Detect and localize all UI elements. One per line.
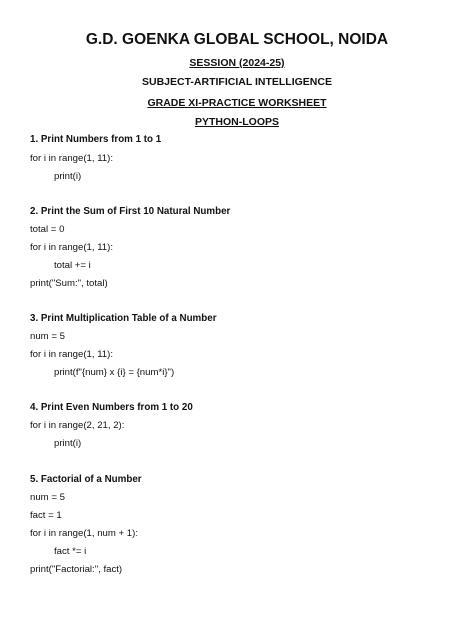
code-line: num = 5 (30, 492, 65, 503)
topic-title: PYTHON-LOOPS (194, 116, 279, 128)
section-heading: 3. Print Multiplication Table of a Number (30, 313, 217, 324)
code-line: for i in range(1, num + 1): (30, 528, 138, 539)
code-line: for i in range(1, 11): (30, 153, 114, 164)
section-heading: 4. Print Even Numbers from 1 to 20 (30, 402, 193, 413)
code-line: print(f"{num} x {i} = {num*i}") (54, 367, 175, 378)
code-line: total += i (54, 260, 91, 271)
section-heading: 2. Print the Sum of First 10 Natural Number (30, 206, 231, 217)
code-line: for i in range(2, 21, 2): (30, 420, 125, 431)
section-heading: 5. Factorial of a Number (30, 474, 142, 485)
code-line: for i in range(1, 11): (30, 242, 114, 253)
code-line: print("Factorial:", fact) (30, 564, 123, 575)
code-line: num = 5 (30, 331, 65, 342)
section-heading: 1. Print Numbers from 1 to 1 (30, 134, 162, 145)
code-line: for i in range(1, 11): (30, 349, 114, 360)
school-name: G.D. GOENKA GLOBAL SCHOOL, NOIDA (85, 31, 389, 48)
code-line: print(i) (54, 438, 82, 449)
session-title: SESSION (2024-25) (189, 57, 285, 69)
code-line: fact = 1 (30, 510, 62, 521)
code-line: total = 0 (30, 224, 65, 235)
code-line: print("Sum:", total) (30, 278, 108, 289)
grade-title: GRADE XI-PRACTICE WORKSHEET (147, 97, 327, 109)
code-line: print(i) (54, 171, 82, 182)
subject-title: SUBJECT-ARTIFICIAL INTELLIGENCE (142, 76, 332, 88)
code-line: fact *= i (54, 546, 87, 557)
